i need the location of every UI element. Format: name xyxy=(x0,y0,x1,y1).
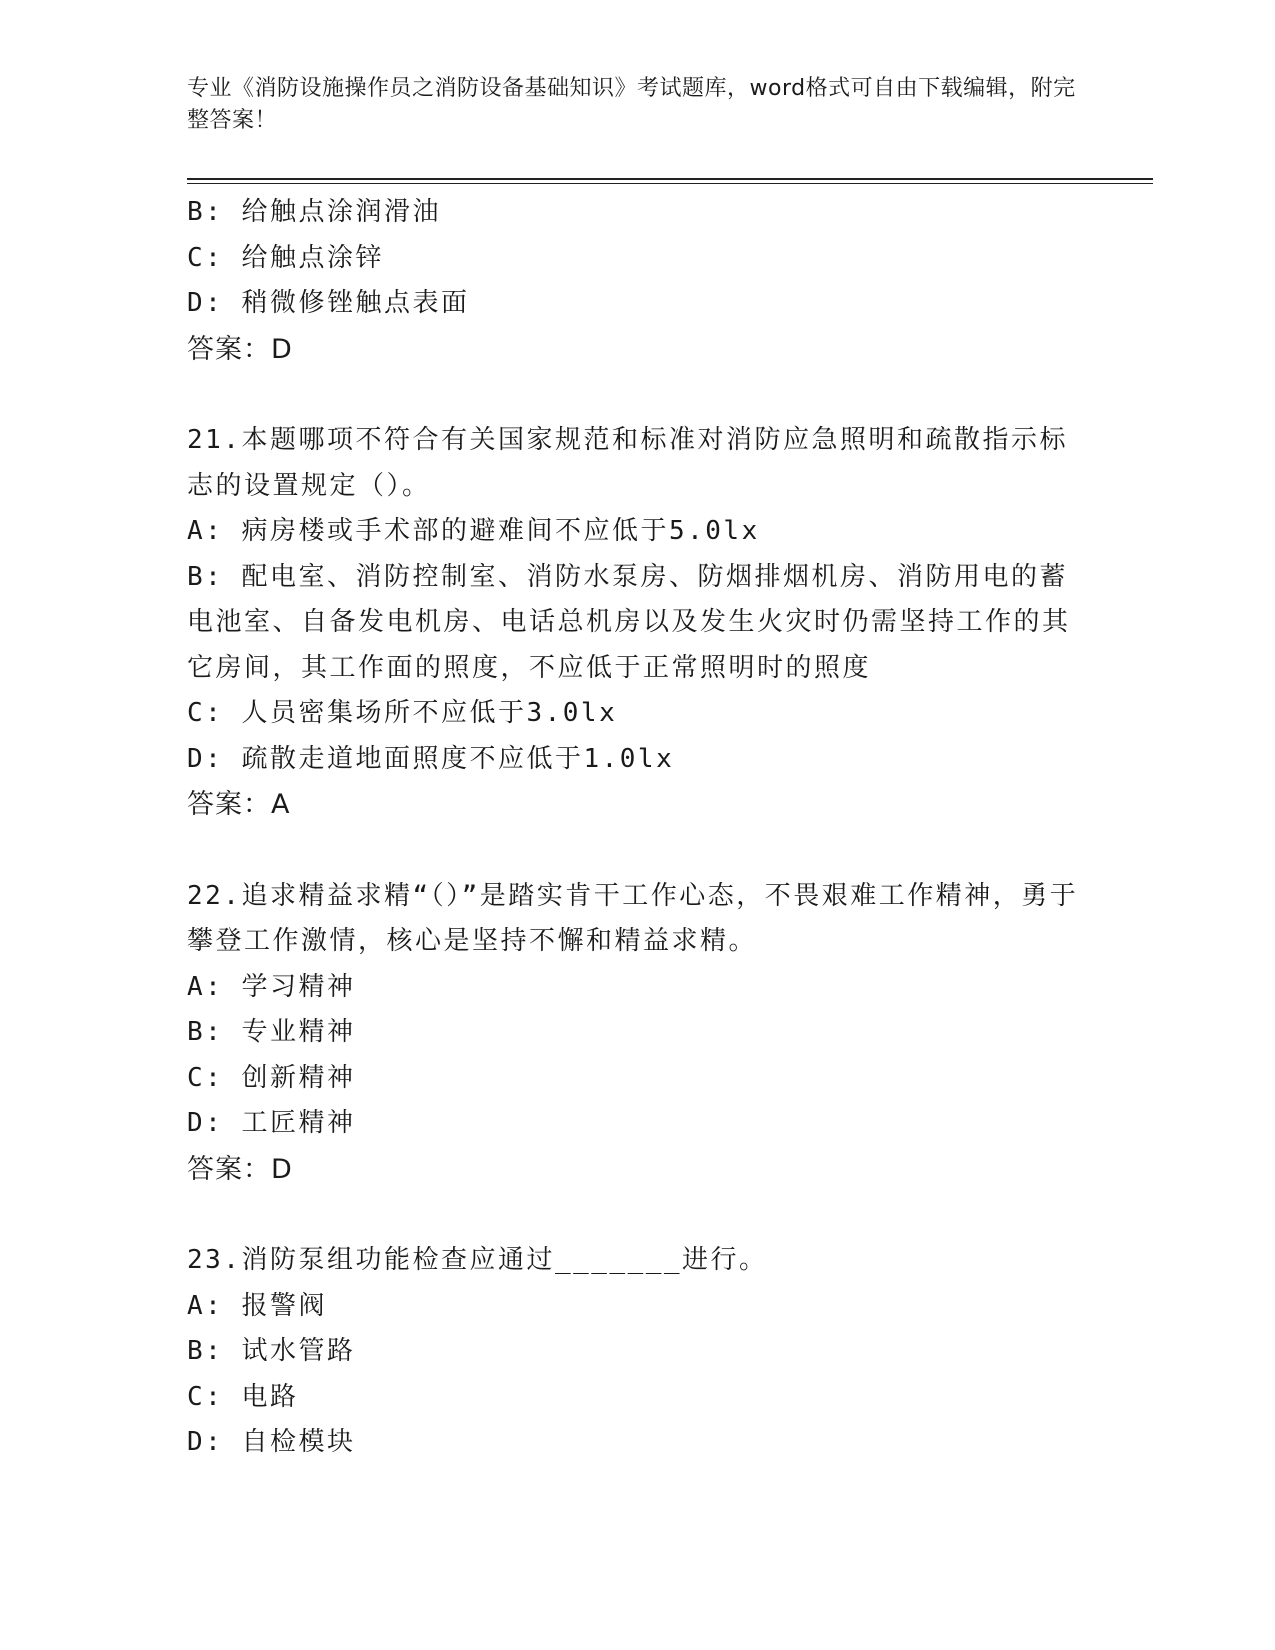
option-c: C: 电路 xyxy=(187,1381,299,1412)
option-d: D: 自检模块 xyxy=(187,1427,356,1457)
question-22-block xyxy=(187,874,1087,1193)
page-header: 专业《消防设施操作员之消防设备基础知识》考试题库，word格式可自由下载编辑，附完整答案！ xyxy=(187,76,1076,133)
option-a: A: 报警阀 xyxy=(187,1290,327,1321)
option-b: B: 给触点涂润滑油 xyxy=(187,197,441,227)
option-c: C: 给触点涂锌 xyxy=(187,242,384,273)
option-c: C: 创新精神 xyxy=(187,1062,356,1093)
option-a: A: 学习精神 xyxy=(187,971,356,1002)
option-d: D: 稍微修锉触点表面 xyxy=(187,288,470,318)
prev-question-block xyxy=(187,190,1087,372)
answer-line: 答案：A xyxy=(187,789,291,820)
question-23-block xyxy=(187,1238,1087,1466)
header-rule-thin xyxy=(187,183,1153,184)
question-22-text: 22.追求精益求精“（）”是踏实肯干工作心态，不畏艰难工作精神，勇于攀登工作激情，核心是坚持不懈和精益求精。 xyxy=(187,880,1079,956)
question-21-text: 21.本题哪项不符合有关国家规范和标准对消防应急照明和疏散指示标志的设置规定（）。 xyxy=(187,425,1068,501)
answer-line: 答案：D xyxy=(187,1153,293,1185)
answer-line: 答案：D xyxy=(187,333,293,365)
option-d: D: 工匠精神 xyxy=(187,1108,356,1138)
option-b: B: 试水管路 xyxy=(187,1336,356,1366)
option-d: D: 疏散走道地面照度不应低于1.0lx xyxy=(187,743,675,774)
header-rule-thick xyxy=(187,178,1153,180)
question-23-text: 23.消防泵组功能检查应通过_______进行。 xyxy=(187,1245,768,1275)
option-b: B: 专业精神 xyxy=(187,1017,356,1047)
option-b: B: 配电室、消防控制室、消防水泵房、防烟排烟机房、消防用电的蓄电池室、自备发电机房、电话总机房以及发生火灾时仍需坚持工作的其它房间，其工作面的照度，不应低于正常照明时的照度 xyxy=(187,561,1071,683)
document-body xyxy=(187,190,1087,1466)
option-c: C: 人员密集场所不应低于3.0lx xyxy=(187,698,618,728)
question-21-block xyxy=(187,418,1087,828)
option-a: A: 病房楼或手术部的避难间不应低于5.0lx xyxy=(187,516,760,546)
